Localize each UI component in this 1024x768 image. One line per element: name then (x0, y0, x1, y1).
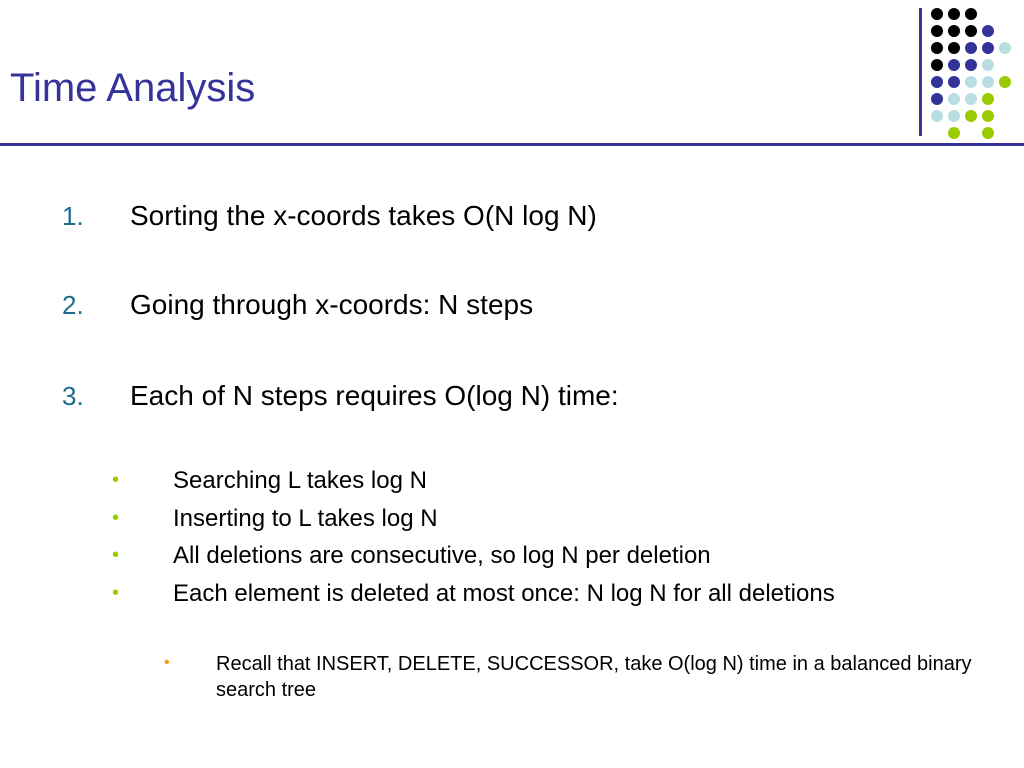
dot-decoration (948, 42, 960, 54)
bullet-text: Each element is deleted at most once: N log N for all deletions (173, 580, 835, 607)
dot-decoration (982, 76, 994, 88)
dot-decoration (982, 59, 994, 71)
dot-decoration (965, 76, 977, 88)
dot-decoration (965, 42, 977, 54)
dot-decoration (965, 93, 977, 105)
decorative-dot-grid (931, 8, 1021, 138)
dot-decoration (999, 76, 1011, 88)
item-number: 1. (62, 201, 84, 231)
dot-decoration (948, 59, 960, 71)
slide-title: Time Analysis (10, 66, 256, 110)
dot-decoration (931, 59, 943, 71)
dot-decoration (965, 59, 977, 71)
dot-decoration (948, 93, 960, 105)
dot-decoration (982, 93, 994, 105)
item-text: Each of N steps requires O(log N) time: (130, 380, 619, 411)
dot-decoration (948, 110, 960, 122)
dot-decoration (982, 110, 994, 122)
dot-decoration (982, 25, 994, 37)
dot-decoration (965, 8, 977, 20)
dot-decoration (999, 42, 1011, 54)
dot-decoration (965, 25, 977, 37)
dot-decoration (965, 110, 977, 122)
dot-decoration (948, 127, 960, 139)
dot-decoration (982, 127, 994, 139)
bullet-marker: • (112, 582, 120, 604)
title-divider (0, 143, 1024, 146)
vertical-divider (919, 8, 922, 136)
dot-decoration (931, 8, 943, 20)
bullet-marker: • (112, 544, 120, 566)
sub-bullet-marker: • (164, 654, 170, 671)
bullet-text: All deletions are consecutive, so log N per deletion (173, 542, 711, 569)
dot-decoration (931, 25, 943, 37)
item-number: 2. (62, 290, 84, 320)
bullet-text: Inserting to L takes log N (173, 505, 438, 532)
dot-decoration (948, 8, 960, 20)
dot-decoration (931, 110, 943, 122)
item-text: Going through x-coords: N steps (130, 289, 534, 320)
bullet-marker: • (112, 469, 120, 491)
dot-decoration (982, 42, 994, 54)
bullet-text: Searching L takes log N (173, 467, 427, 494)
bullet-marker: • (112, 507, 120, 529)
dot-decoration (931, 76, 943, 88)
dot-decoration (948, 76, 960, 88)
dot-decoration (948, 25, 960, 37)
sub-bullet-text: Recall that INSERT, DELETE, SUCCESSOR, take O(log N) time in a balanced binary search tree (216, 653, 972, 701)
item-number: 3. (62, 381, 84, 411)
dot-decoration (931, 42, 943, 54)
item-text: Sorting the x-coords takes O(N log N) (130, 200, 597, 231)
dot-decoration (931, 93, 943, 105)
